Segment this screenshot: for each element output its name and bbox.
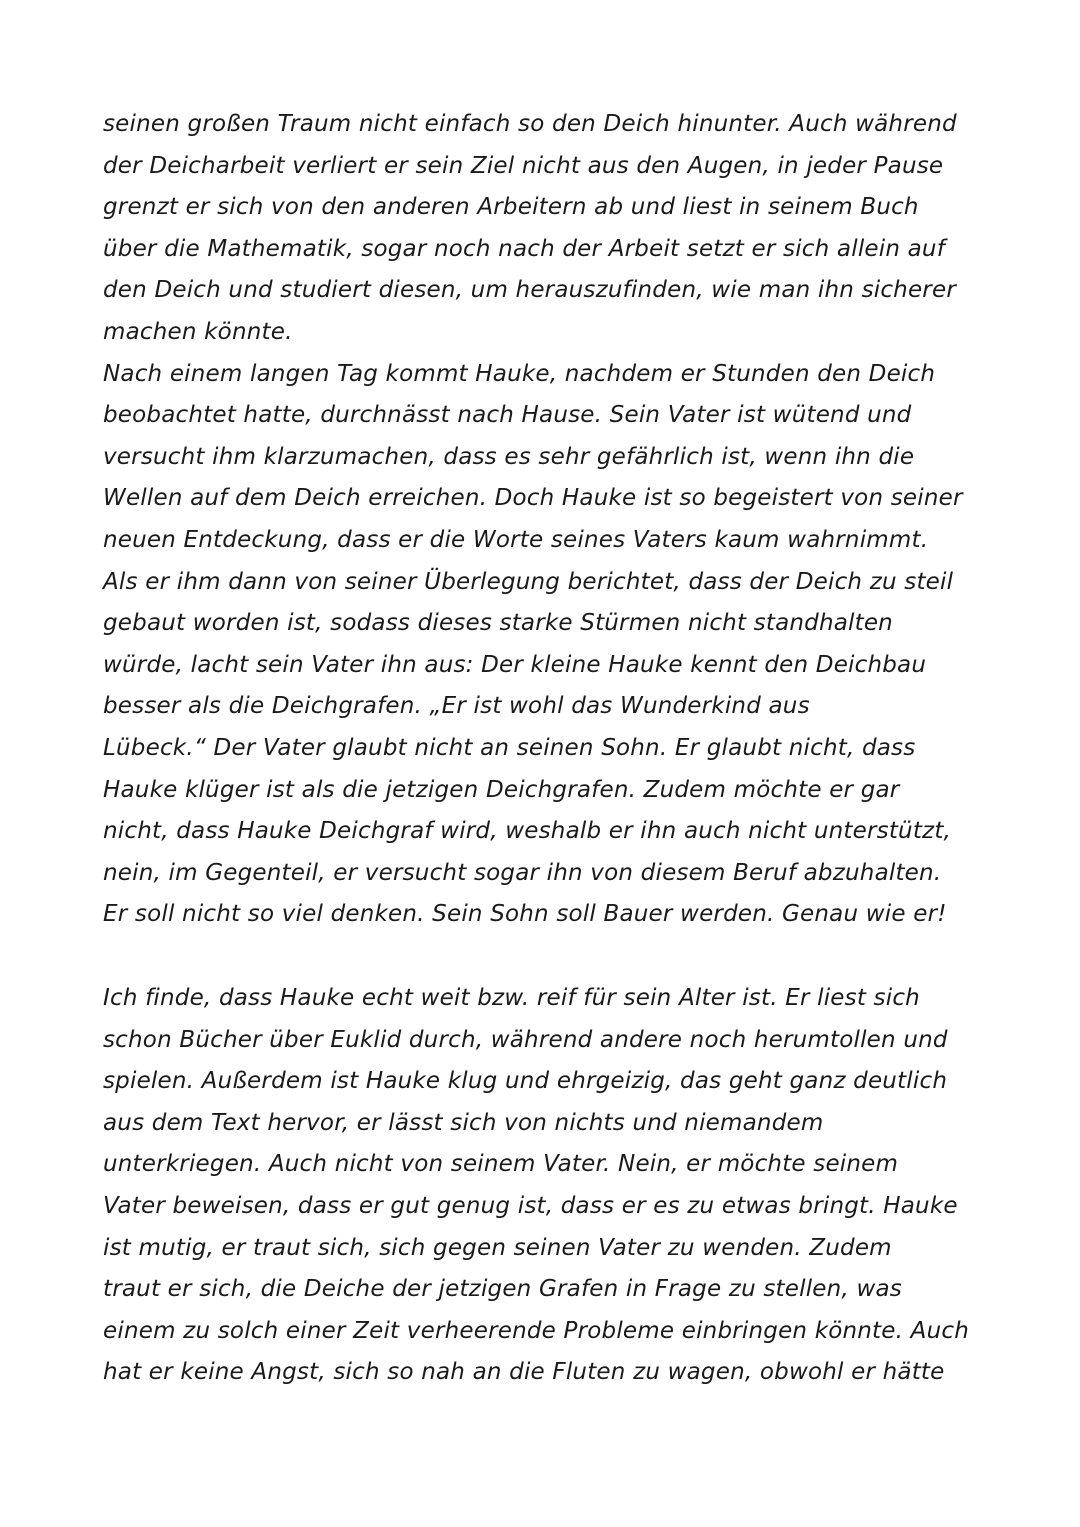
text-line: grenzt er sich von den anderen Arbeitern ab und liest in seinem Buch [103,194,919,221]
text-line: Als er ihm dann von seiner Überlegung berichtet, dass der Deich zu steil [103,568,954,595]
text-line: Er soll nicht so viel denken. Sein Sohn soll Bauer werden. Genau wie er! [103,901,947,928]
text-line: ist mutig, er traut sich, sich gegen seinen Vater zu wenden. Zudem [103,1234,892,1261]
text-line: Hauke klüger ist als die jetzigen Deichgrafen. Zudem möchte er gar [103,776,900,803]
text-line: Ich finde, dass Hauke echt weit bzw. reif für sein Alter ist. Er liest sich [103,985,920,1011]
text-line: spielen. Außerdem ist Hauke klug und ehrgeizig, das geht ganz deutlich [103,1068,948,1095]
text-line: hat er keine Angst, sich so nah an die Fluten zu wagen, obwohl er hätte [103,1359,945,1386]
text-line: beobachtet hatte, durchnässt nach Hause. Sein Vater ist wütend und [103,402,912,429]
paragraph-narrative [103,104,983,936]
text-line: einem zu solch einer Zeit verheerende Probleme einbringen könnte. Auch [103,1317,969,1344]
text-line: versucht ihm klarzumachen, dass es sehr gefährlich ist, wenn ihn die [103,443,915,470]
text-line: Wellen auf dem Deich erreichen. Doch Hauke ist so begeistert von seiner [103,485,963,512]
text-line: gebaut worden ist, sodass dieses starke Stürmen nicht standhalten [103,610,893,637]
text-line: den Deich und studiert diesen, um herauszufinden, wie man ihn sicherer [103,277,956,304]
text-line: aus dem Text hervor, er lässt sich von nichts und niemandem [103,1109,824,1136]
text-line: schon Bücher über Euklid durch, während andere noch herumtollen und [103,1026,948,1053]
text-line: besser als die Deichgrafen. „Er ist wohl das Wunderkind aus [103,693,810,720]
text-line: würde, lacht sein Vater ihn aus: Der kleine Hauke kennt den Deichbau [103,651,927,678]
paragraph-opinion [103,978,983,1394]
text-line: seinen großen Traum nicht einfach so den Deich hinunter. Auch während [103,111,957,137]
text-line: der Deicharbeit verliert er sein Ziel nicht aus den Augen, in jeder Pause [103,152,944,179]
text-line: machen könnte. [103,318,293,345]
text-line: Lübeck.“ Der Vater glaubt nicht an seinen Sohn. Er glaubt nicht, dass [103,734,916,761]
text-line: neuen Entdeckung, dass er die Worte seines Vaters kaum wahrnimmt. [103,526,929,553]
text-line: Vater beweisen, dass er gut genug ist, dass er es zu etwas bringt. Hauke [103,1192,958,1219]
text-line: nicht, dass Hauke Deichgraf wird, weshalb er ihn auch nicht unterstützt, [103,818,952,845]
text-line: nein, im Gegenteil, er versucht sogar ihn von diesem Beruf abzuhalten. [103,859,942,886]
text-line: traut er sich, die Deiche der jetzigen Grafen in Frage zu stellen, was [103,1276,902,1303]
text-line: Nach einem langen Tag kommt Hauke, nachdem er Stunden den Deich [103,360,936,387]
text-line: unterkriegen. Auch nicht von seinem Vater. Nein, er möchte seinem [103,1151,899,1178]
text-line: über die Mathematik, sogar noch nach der Arbeit setzt er sich allein auf [103,235,946,262]
